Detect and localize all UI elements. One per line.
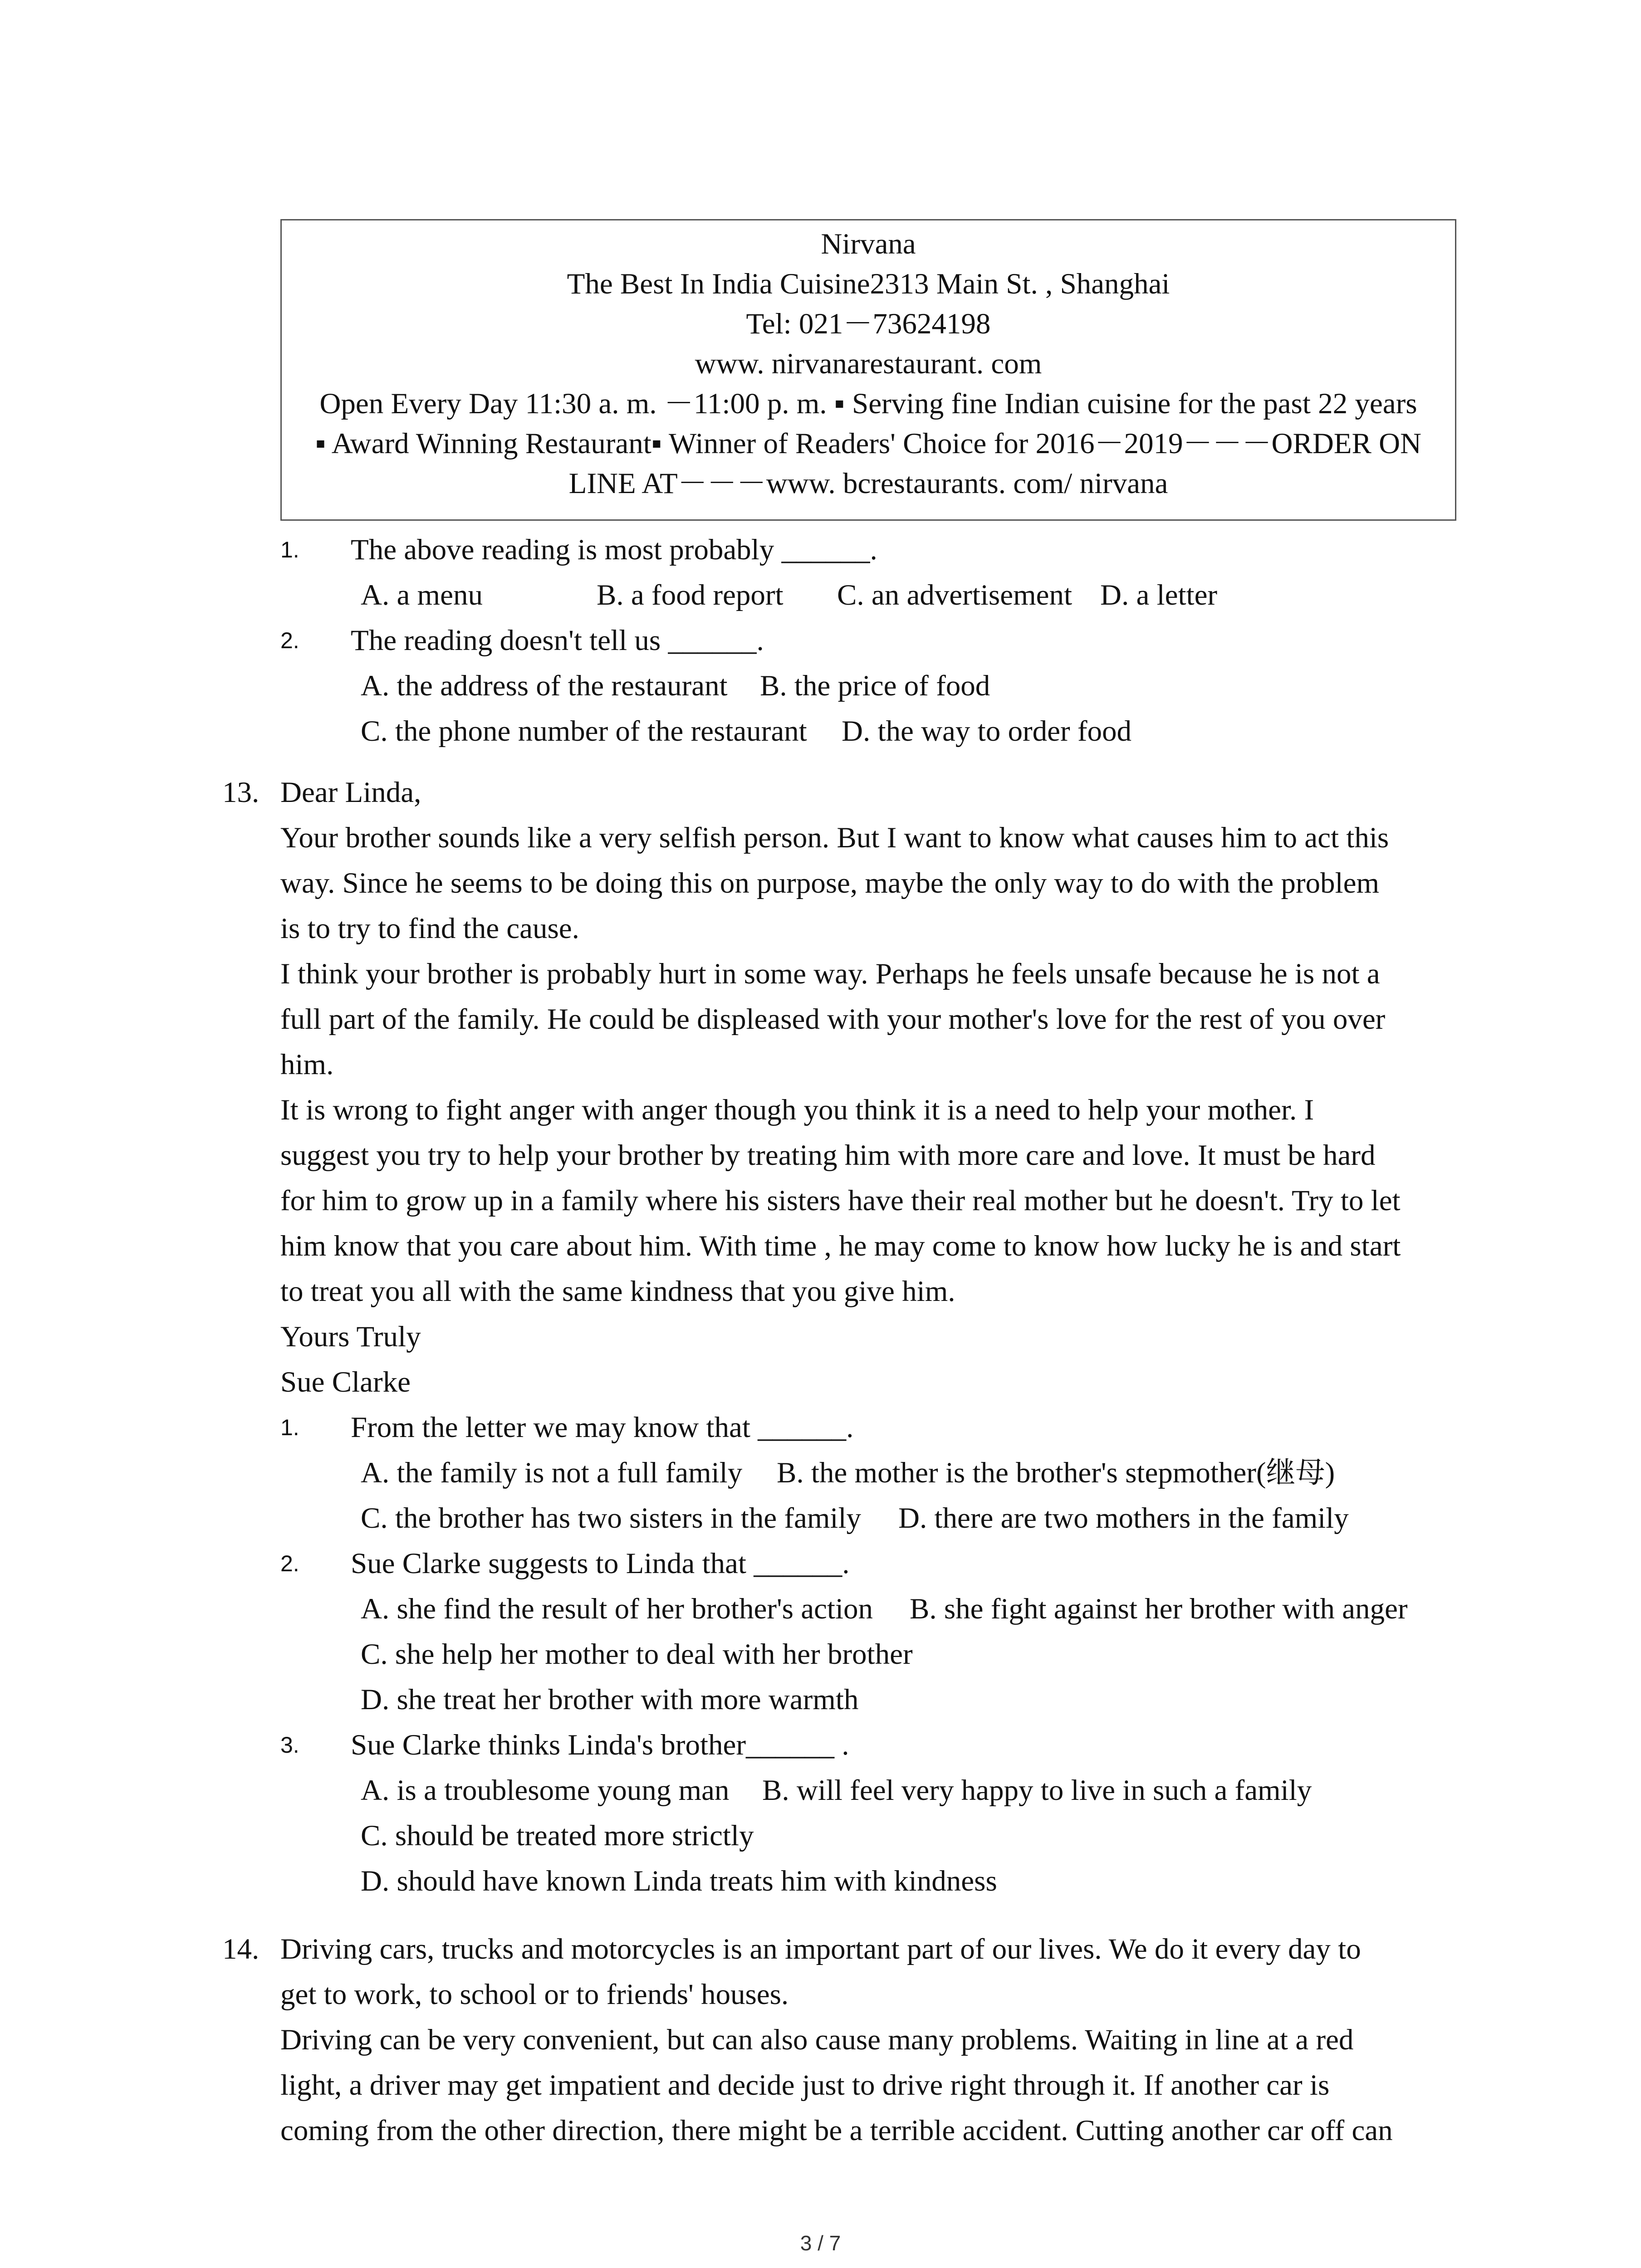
passage-line: suggest you try to help your brother by treating him with more care and love. It must be hard	[280, 1139, 1376, 1172]
option: C. she help her mother to deal with her brother	[361, 1638, 913, 1671]
option: A. a menu	[361, 579, 483, 611]
option: C. should be treated more strictly	[361, 1819, 754, 1852]
ad-line: Tel: 021－73624198	[746, 308, 991, 340]
section-number: 14.	[222, 1933, 260, 1965]
option: B. will feel very happy to live in such a family	[762, 1774, 1312, 1807]
question-number: 1.	[280, 1415, 299, 1440]
passage-line: Your brother sounds like a very selfish person. But I want to know what causes him to act this	[280, 821, 1389, 854]
passage-line: coming from the other direction, there might be a terrible accident. Cutting another car off can	[280, 2114, 1393, 2147]
section-number: 13.	[222, 776, 260, 809]
option: D. should have known Linda treats him with kindness	[361, 1865, 997, 1897]
option: B. the price of food	[760, 670, 990, 702]
option: D. she treat her brother with more warmth	[361, 1683, 859, 1716]
question-number: 2.	[280, 628, 299, 653]
ad-line: ▪ Award Winning Restaurant▪ Winner of Readers' Choice for 2016－2019－－－ORDER ON	[315, 427, 1421, 460]
ad-line: The Best In India Cuisine2313 Main St. , Shanghai	[567, 268, 1170, 300]
ad-line: www. nirvanarestaurant. com	[695, 347, 1042, 380]
passage-line: Driving can be very convenient, but can also cause many problems. Waiting in line at a red	[280, 2024, 1354, 2056]
question-stem: Sue Clarke suggests to Linda that ______.	[351, 1547, 850, 1580]
passage-line: Yours Truly	[280, 1320, 421, 1353]
answer-options	[361, 709, 1132, 754]
passage-line: for him to grow up in a family where his sisters have their real mother but he doesn't. Try to let	[280, 1184, 1401, 1217]
answer-options	[361, 572, 1218, 618]
option: A. is a troublesome young man	[361, 1774, 730, 1807]
option: C. the brother has two sisters in the family	[361, 1502, 862, 1535]
answer-options	[361, 1496, 1349, 1541]
advertisement-box	[280, 219, 1456, 521]
option: A. the family is not a full family	[361, 1457, 743, 1489]
option: D. the way to order food	[842, 715, 1132, 748]
option: B. the mother is the brother's stepmother(继母)	[777, 1457, 1335, 1489]
question-number: 1.	[280, 537, 299, 562]
passage-line: Dear Linda,	[280, 776, 421, 809]
option: D. a letter	[1100, 579, 1218, 611]
passage-line: is to try to find the cause.	[280, 912, 579, 945]
answer-options	[361, 1586, 1408, 1632]
question-number: 3.	[280, 1732, 299, 1758]
option: C. an advertisement	[837, 579, 1073, 611]
answer-options	[361, 663, 990, 709]
option: B. a food report	[597, 579, 784, 611]
question-stem: From the letter we may know that ______.	[351, 1411, 854, 1444]
question-stem: The above reading is most probably ______.	[351, 533, 877, 566]
passage-line: Sue Clarke	[280, 1366, 411, 1398]
passage-line: him.	[280, 1048, 334, 1081]
ad-line: Open Every Day 11:30 a. m. －11:00 p. m. ▪ Serving fine Indian cuisine for the past 22 years	[319, 387, 1417, 420]
question-stem: The reading doesn't tell us ______.	[351, 624, 764, 657]
passage-line: way. Since he seems to be doing this on purpose, maybe the only way to do with the problem	[280, 867, 1380, 899]
passage-line: I think your brother is probably hurt in some way. Perhaps he feels unsafe because he is not a	[280, 958, 1380, 990]
passage-line: light, a driver may get impatient and decide just to drive right through it. If another car is	[280, 2069, 1330, 2102]
question-stem: Sue Clarke thinks Linda's brother______ .	[351, 1729, 849, 1761]
passage-line: to treat you all with the same kindness that you give him.	[280, 1275, 955, 1308]
option: C. the phone number of the restaurant	[361, 715, 807, 748]
option: D. there are two mothers in the family	[898, 1502, 1349, 1535]
passage-line: get to work, to school or to friends' houses.	[280, 1978, 789, 2011]
ad-line: LINE AT－－－www. bcrestaurants. com/ nirvana	[568, 467, 1168, 500]
page-number: 3 / 7	[800, 2231, 841, 2255]
passage-line: him know that you care about him. With time , he may come to know how lucky he is and start	[280, 1230, 1401, 1262]
passage-line: full part of the family. He could be displeased with your mother's love for the rest of you over	[280, 1003, 1386, 1036]
option: A. the address of the restaurant	[361, 670, 728, 702]
question-number: 2.	[280, 1551, 299, 1576]
option: A. she find the result of her brother's action	[361, 1593, 873, 1625]
answer-options	[361, 1450, 1335, 1496]
passage-line: It is wrong to fight anger with anger though you think it is a need to help your mother. I	[280, 1094, 1314, 1126]
option: B. she fight against her brother with anger	[910, 1593, 1408, 1625]
answer-options	[361, 1768, 1312, 1813]
passage-line: Driving cars, trucks and motorcycles is an important part of our lives. We do it every day to	[280, 1933, 1361, 1965]
ad-line: Nirvana	[821, 228, 916, 260]
